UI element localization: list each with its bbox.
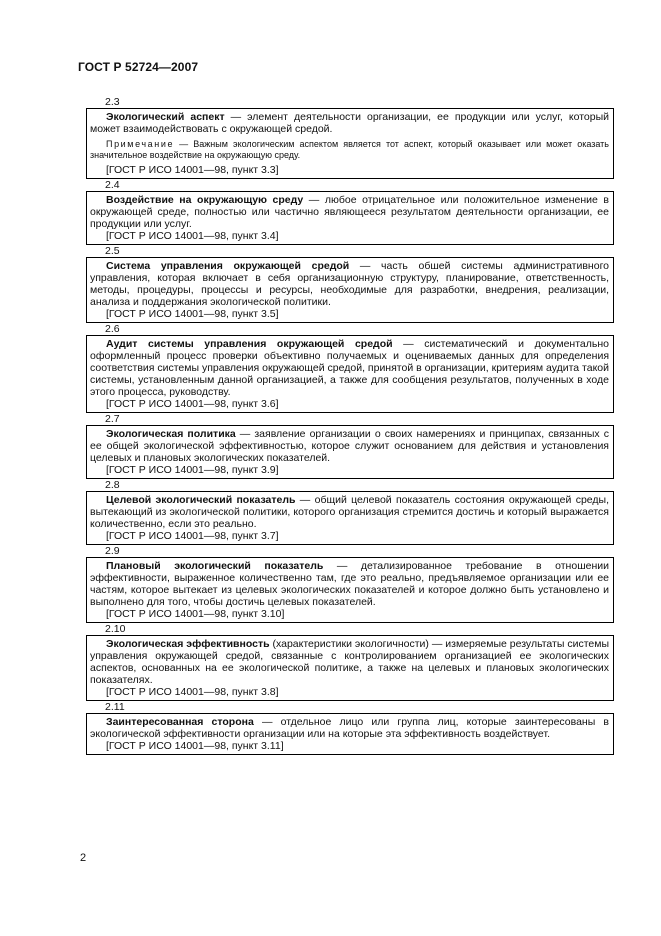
- clause-number: 2.10: [105, 623, 126, 635]
- definition-box: [86, 108, 614, 179]
- definitions-list: [86, 96, 614, 755]
- definition-entry: [86, 623, 614, 701]
- term: Экологическая политика: [106, 428, 236, 440]
- definition-text: — заявление организации о своих намерениях и принципах, связанных с ее общей экологической эффективностью, которое служит основанием для действия и установления целевых и плановых экологических показателей.: [90, 428, 609, 464]
- term: Целевой экологический показатель: [106, 494, 296, 506]
- definition-box: [86, 425, 614, 479]
- term: Аудит системы управления окружающей средой: [106, 338, 393, 350]
- note-label: Примечание: [106, 139, 175, 149]
- definition-entry: [86, 179, 614, 245]
- clause-number: 2.7: [105, 413, 120, 425]
- clause-number: 2.9: [105, 545, 120, 557]
- definition-text: (характеристики экологичности) — измеряемые результаты системы управления окружающей средой, связанные с контролированием организацией ее экологических аспектов, основанных на ее экологической политике, а также на целевых и плановых экологических показателях.: [90, 638, 609, 686]
- source-reference: [ГОСТ Р ИСО 14001—98, пункт 3.10]: [106, 608, 285, 620]
- definition-box: [86, 491, 614, 545]
- term: Плановый экологический показатель: [106, 560, 324, 572]
- definition-entry: [86, 323, 614, 413]
- definition-text: — элемент деятельности организации, ее продукции или услуг, который может взаимодействовать с окружающей средой.: [90, 111, 609, 135]
- source-reference: [ГОСТ Р ИСО 14001—98, пункт 3.5]: [106, 308, 279, 320]
- definition-text: — систематический и документально оформленный процесс проверки объективно получаемых и оцениваемых данных для определения соответствия системы управления окружающей средой, принятой в организации, критериям аудита такой системы, установленным данной организацией, а также для сообщения результатов, полученных в ходе этого процесса, руководству.: [90, 338, 609, 398]
- definition-box: [86, 713, 614, 755]
- definition-entry: [86, 479, 614, 545]
- clause-number: 2.8: [105, 479, 120, 491]
- definition-entry: [86, 96, 614, 179]
- definition-text: — любое отрицательное или положительное изменение в окружающей среде, полностью или частично являющееся результатом деятельности организации, ее продукции или услуг.: [90, 194, 609, 230]
- definition-entry: [86, 413, 614, 479]
- clause-number: 2.11: [105, 701, 125, 713]
- definition-entry: [86, 545, 614, 623]
- definition-text: — отдельное лицо или группа лиц, которые заинтересованы в экологической эффективности организации или на которые эта эффективность воздействует.: [90, 716, 609, 740]
- term: Система управления окружающей средой: [106, 260, 350, 272]
- definition-entry: [86, 245, 614, 323]
- definition-text: — часть обшей системы административного управления, которая включает в себя организационную структуру, планирование, ответственность, методы, процедуры, процессы и ресурсы, необходимые для разработки, внедрения, реализации, анализа и поддержания экологической политики.: [90, 260, 610, 308]
- definition-text: — общий целевой показатель состояния окружающей среды, вытекающий из экологической политики, которого организация стремится достичь и который выражается количественно, если это реально.: [90, 494, 609, 530]
- definition-box: [86, 257, 614, 323]
- source-reference: [ГОСТ Р ИСО 14001—98, пункт 3.8]: [106, 686, 279, 698]
- definition-box: [86, 557, 614, 623]
- term: Экологическая эффективность: [106, 638, 270, 650]
- definition-box: [86, 335, 614, 413]
- note: [90, 139, 609, 161]
- definition-box: [86, 635, 614, 701]
- source-reference: [ГОСТ Р ИСО 14001—98, пункт 3.4]: [106, 230, 279, 242]
- clause-number: 2.3: [105, 96, 120, 108]
- term: Экологический аспект: [106, 111, 225, 123]
- source-reference: [ГОСТ Р ИСО 14001—98, пункт 3.7]: [106, 530, 279, 542]
- source-reference: [ГОСТ Р ИСО 14001—98, пункт 3.3]: [106, 164, 279, 176]
- definition-box: [86, 191, 614, 245]
- clause-number: 2.4: [105, 179, 120, 191]
- source-reference: [ГОСТ Р ИСО 14001—98, пункт 3.9]: [106, 464, 279, 476]
- source-reference: [ГОСТ Р ИСО 14001—98, пункт 3.11]: [106, 740, 284, 752]
- source-reference: [ГОСТ Р ИСО 14001—98, пункт 3.6]: [106, 398, 279, 410]
- definition-text: — детализированное требование в отношении эффективности, выраженное количественно там, где это реально, предъявляемое организации или ее частям, которое вытекает из целевых экологических показателей и которое должно быть установлено и выполнено для того, чтобы достичь целевых показателей.: [90, 560, 609, 608]
- note-text: — Важным экологическим аспектом является тот аспект, который оказывает или может оказать значительное воздействие на окружающую среду.: [90, 139, 609, 160]
- clause-number: 2.5: [105, 245, 120, 257]
- term: Воздействие на окружающую среду: [106, 194, 304, 206]
- document-header: ГОСТ Р 52724—2007: [78, 60, 199, 74]
- clause-number: 2.6: [105, 323, 120, 335]
- term: Заинтересованная сторона: [106, 716, 254, 728]
- page-number: 2: [80, 852, 87, 864]
- definition-entry: [86, 701, 614, 755]
